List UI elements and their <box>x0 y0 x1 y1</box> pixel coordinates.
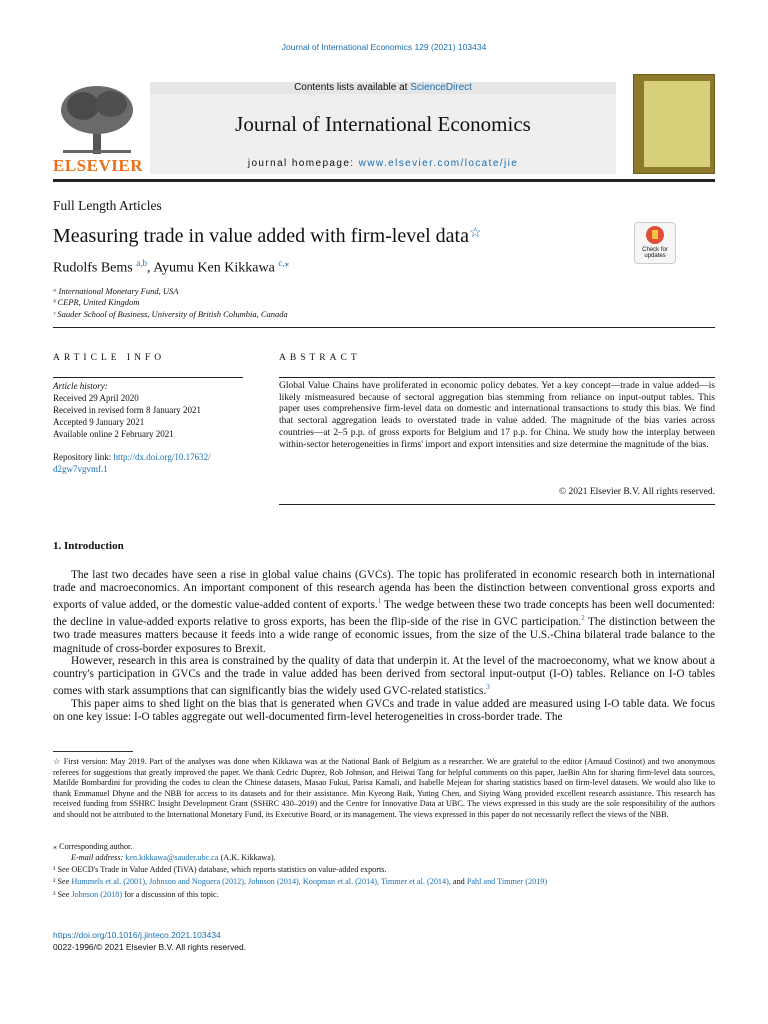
badge-line1: Check for <box>642 247 668 253</box>
abstract-rule <box>279 377 715 378</box>
homepage-line <box>150 158 616 169</box>
cover-inner <box>644 81 710 167</box>
abstract-heading: ABSTRACT <box>279 353 361 363</box>
fn3-suffix: for a discussion of this topic. <box>122 890 219 899</box>
author-kikkawa: , Ayumu Ken Kikkawa <box>146 260 275 276</box>
footnote-3 <box>53 890 715 901</box>
author2-affil-marker[interactable]: c,⁎ <box>278 258 290 268</box>
intro-paragraph-1 <box>53 569 715 656</box>
doi-link[interactable]: https://doi.org/10.1016/j.jinteco.2021.103434 <box>53 930 221 940</box>
badge-line2: updates <box>644 253 666 259</box>
homepage-link[interactable]: www.elsevier.com/locate/jie <box>358 158 519 169</box>
article-info-heading: ARTICLE INFO <box>53 353 166 363</box>
repository-link[interactable]: http://dx.doi.org/10.17632/ <box>113 452 211 462</box>
p3-text: This paper aims to shed light on the bias that is generated when GVCs and trade in value added are measured using I-O table data. We focus on one key issue: I-O tables aggregate out well-documented firm-level heterogeneities in cross-border trade. The <box>53 698 715 724</box>
footnote-2 <box>53 877 715 888</box>
fn3-citation[interactable]: Johnson (2018) <box>71 890 123 899</box>
abstract-text: Global Value Chains have proliferated in economic policy debates. Yet a key concept—trade in value added—is likely mismeasured because of sectoral aggregation bias stemming from reliance on input-output tables. This paper uses comprehensive firm-level data on domestic and international transactions to study this bias. We find that sectoral aggregation leads to overstated trade in value added. The magnitude of the bias varies across countries—at 2–5 p.p. of gross exports for Belgium and 17 p.p. for China. We study how the interplay between within-sector heterogeneities in firms' import and export intensities and size determine the magnitude of the bias. <box>279 381 715 450</box>
intro-heading: 1. Introduction <box>53 540 124 552</box>
bookmark-icon <box>644 225 666 245</box>
fn2-and: and <box>450 877 467 886</box>
repository-line <box>53 452 211 464</box>
footnote-email <box>53 853 715 864</box>
intro-paragraph-3 <box>53 698 715 724</box>
paper-title-text: Measuring trade in value added with firm-level data <box>53 225 469 247</box>
paper-title <box>53 225 482 248</box>
fn2-prefix: ² See <box>53 877 72 886</box>
affiliation-b: ᵇ CEPR, United Kingdom <box>53 297 140 307</box>
issn-copyright: 0022-1996/© 2021 Elsevier B.V. All rights reserved. <box>53 942 247 952</box>
p1-text-b: The wedge between these two trade concepts has been well documented: the decline in value-added exports relative to gross exports, has been the flip-side of the rise in GVC participation. <box>53 599 716 629</box>
top-rule <box>53 179 715 182</box>
abstract-bottom-rule <box>279 504 715 505</box>
p1-text-a: The last two decades have seen a rise in global value chains (GVCs). The topic has proliferated in economic research both in international trade and macroeconomics. An important component of this research agenda has been the distinction between conventional gross exports and exports of value added, or the domestic value-added content of exports. <box>53 569 715 612</box>
abstract-copyright: © 2021 Elsevier B.V. All rights reserved. <box>558 487 715 497</box>
footnote-ref-1[interactable]: 1 <box>377 597 382 606</box>
email-label: E-mail address: <box>71 853 126 862</box>
homepage-prefix: journal homepage: <box>247 158 359 169</box>
history-online: Available online 2 February 2021 <box>53 429 174 439</box>
p2-text: However, research in this area is constrained by the quality of data that underpin it. At the level of the macroeconomy, what we know about a country's participation in GVCs and the trade in value added has been derived from sectoral input-output (I-O) tables. Reliance on I-O tables comes with stark assumptions that can significantly bias the widely used GVC-related statistics. <box>53 655 715 698</box>
fn2-last-citation[interactable]: Pahl and Timmer (2019) <box>466 877 548 886</box>
sciencedirect-link[interactable]: ScienceDirect <box>410 82 472 93</box>
check-for-updates-badge[interactable] <box>634 222 676 264</box>
footnote-1: ¹ See OECD's Trade in Value Added (TiVA) database, which reports statistics on value-added exports. <box>53 865 387 874</box>
affiliation-a: ᵃ International Monetary Fund, USA <box>53 286 179 296</box>
footnote-star: ☆ First version: May 2019. Part of the analyses was done when Kikkawa was at the National Bank of Belgium as a researcher. We are grateful to the editor (Arnaud Costinot) and two anonymous referees for suggestions that greatly improved the paper. We thank Cedric Duprez, Rob Johnson, and Heiwai Tang for helpful comments on this paper, JaeBin Ahn for sharing firm-level data sources, Matilde Bombardini for providing the codes to clean the Chinese datasets, Masao Fukui, Parisa Kamali, and Isabelle Mejean for sharing statistics based on firm-level datasets. We would also like to thank Emmanuel Dhyne and the NBB for access to its datasets and for their assistance. Min Kyeong Baik, Yuting Chen, and Siying Wang provided excellent research assistance. This research has received funding from SSHRC Insight Development Grant (SSHRC 430–2019) and the Centre for Innovative Data at UBC. The views expressed in this study are the sole responsibility of the authors and should not be attributed to the International Monetary Fund, its Executive Board, or its management. The views expressed in this paper do not necessarily reflect the views of the NBB. <box>53 757 715 819</box>
author-bems: Rudolfs Bems <box>53 260 133 276</box>
history-label: Article history: <box>53 381 108 391</box>
footnote-corresponding: ⁎ Corresponding author. <box>53 842 133 851</box>
history-received: Received 29 April 2020 <box>53 393 139 403</box>
journal-title: Journal of International Economics <box>235 112 531 136</box>
history-accepted: Accepted 9 January 2021 <box>53 417 145 427</box>
mid-rule <box>53 327 715 328</box>
repository-link-cont[interactable]: d2gw7vgvmf.1 <box>53 464 108 474</box>
affiliation-c: ᶜ Sauder School of Business, University of British Columbia, Canada <box>53 309 288 319</box>
p1-text-c: The distinction between the two trade measures matters because it feeds into a wide range of economic issues, from the size of the U.S.-China bilateral trade balance to the magnitude of cross-border exposures to Brexit. <box>53 616 716 655</box>
author-list <box>53 258 289 277</box>
footnote-ref-2[interactable]: 2 <box>581 614 585 623</box>
section-label: Full Length Articles <box>53 198 162 213</box>
footnote-ref-3[interactable]: 3 <box>486 683 490 692</box>
journal-cover-thumbnail[interactable] <box>633 74 715 174</box>
fn3-prefix: ³ See <box>53 890 72 899</box>
history-revised: Received in revised form 8 January 2021 <box>53 405 201 415</box>
contents-prefix: Contents lists available at <box>294 82 411 93</box>
fn2-citations[interactable]: Hummels et al. (2001), Johnson and Noguera (2012), Johnson (2014), Koopman et al. (2014), Timmer et al. (2014), <box>71 877 451 886</box>
email-link[interactable]: ken.kikkawa@sauder.ubc.ca <box>125 853 219 862</box>
star-icon[interactable]: ☆ <box>468 226 482 241</box>
intro-paragraph-2 <box>53 655 715 698</box>
journal-reference-link[interactable]: Journal of International Economics 129 (2021) 103434 <box>281 42 487 52</box>
footnote-rule <box>53 751 133 752</box>
author1-affil-marker[interactable]: a,b <box>136 258 147 268</box>
email-suffix: (A.K. Kikkawa). <box>218 853 276 862</box>
article-info-rule <box>53 377 243 378</box>
repository-prefix: Repository link: <box>53 452 114 462</box>
contents-line <box>150 82 616 94</box>
elsevier-wordmark: ELSEVIER <box>53 156 143 175</box>
